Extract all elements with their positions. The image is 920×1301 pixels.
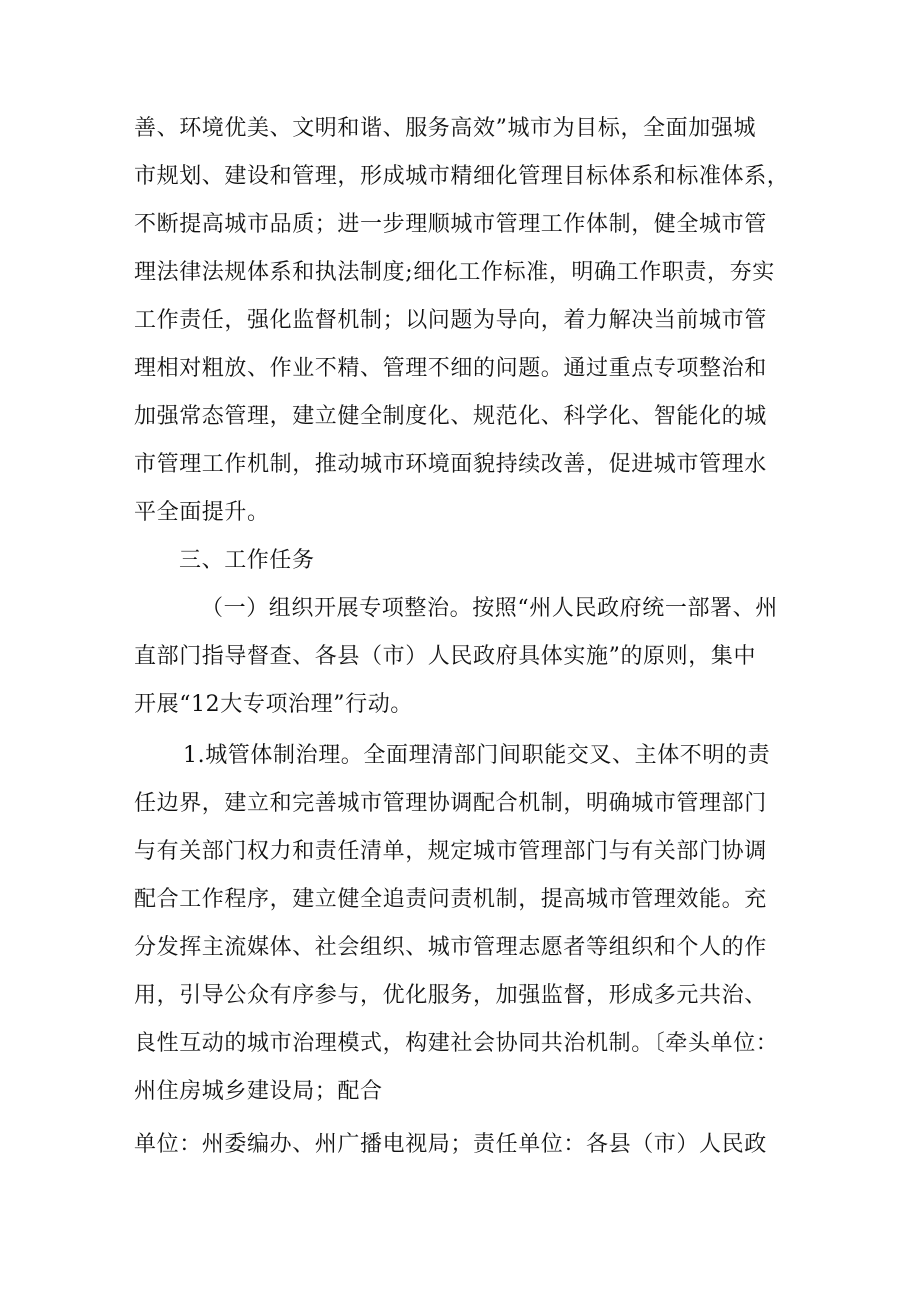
- body-text-line: 分发挥主流媒体、社会组织、城市管理志愿者等组织和个人的作: [134, 935, 767, 960]
- body-text-line: 加强常态管理，建立健全制度化、规范化、科学化、智能化的城: [134, 404, 767, 429]
- body-text-line: 直部门指导督查、各县（市）人民政府具体实施”的原则，集中: [134, 644, 757, 669]
- body-text-line: 良性互动的城市治理模式，构建社会协同共治机制。〔牵头单位：: [134, 1031, 779, 1056]
- body-text-line: 配合工作程序，建立健全追责问责机制，提高城市管理效能。充: [134, 887, 767, 912]
- body-text-line: 与有关部门权力和责任清单，规定城市管理部门与有关部门协调: [134, 839, 767, 864]
- section-heading: 三、工作任务: [179, 548, 315, 573]
- body-text-line: 市管理工作机制，推动城市环境面貌持续改善，促进城市管理水: [134, 452, 767, 477]
- body-text-line: 单位：州委编办、州广播电视局；责任单位：各县（市）人民政: [134, 1132, 767, 1157]
- body-text-line: 任边界，建立和完善城市管理协调配合机制，明确城市管理部门: [134, 791, 767, 816]
- body-text-line: 理法律法规体系和执法制度;细化工作标准，明确工作职责，夯实: [134, 260, 775, 285]
- body-text-line: 理相对粗放、作业不精、管理不细的问题。通过重点专项整治和: [134, 356, 767, 381]
- body-text-line: 市规划、建设和管理，形成城市精细化管理目标体系和标准体系，: [134, 164, 790, 189]
- body-text-line: 善、环境优美、文明和谐、服务高效”城市为目标，全面加强城: [134, 116, 757, 141]
- body-text-line: 州住房城乡建设局；配合: [134, 1079, 383, 1104]
- body-text-line: 工作责任，强化监督机制；以问题为导向，着力解决当前城市管: [134, 308, 767, 333]
- subsection-heading: （一）组织开展专项整治。按照“州人民政府统一部署、州: [201, 596, 778, 621]
- item-heading: 1.城管体制治理。全面理清部门间职能交叉、主体不明的责: [183, 743, 771, 768]
- body-text-line: 平全面提升。: [134, 500, 270, 525]
- body-text-line: 开展“12大专项治理”行动。: [134, 692, 413, 717]
- body-text-line: 不断提高城市品质；进一步理顺城市管理工作体制，健全城市管: [134, 212, 767, 237]
- body-text-line: 用，引导公众有序参与，优化服务，加强监督，形成多元共治、: [134, 983, 767, 1008]
